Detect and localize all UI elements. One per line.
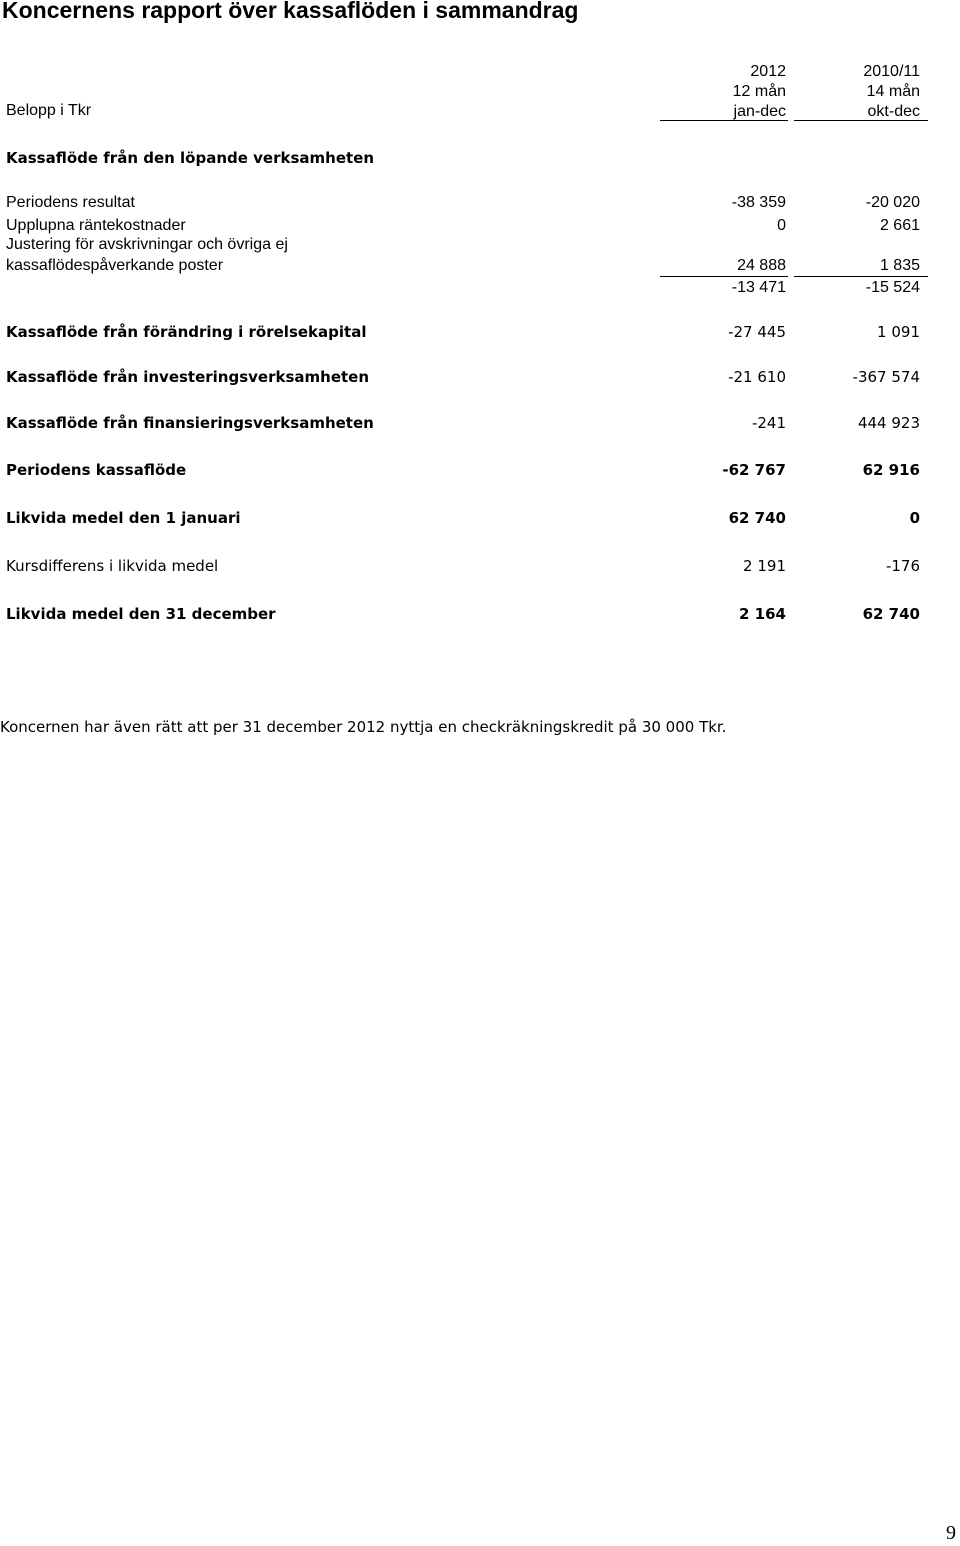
page-number: 9	[946, 1522, 956, 1544]
unit-label: Belopp i Tkr	[6, 102, 92, 119]
value-2010-11: 444 923	[857, 414, 920, 432]
column-period: okt-dec	[867, 103, 920, 120]
value-2010-11: -20 020	[865, 194, 920, 211]
table-row	[0, 322, 960, 342]
section-heading-label: Kassaflöde från den löpande verksamheten	[6, 149, 375, 167]
header-underline	[660, 120, 788, 121]
column-header-2012	[660, 62, 786, 122]
row-label-line: kassaflödespåverkande poster	[6, 257, 224, 274]
credit-note: Koncernen har även rätt att per 31 december 2012 nyttja en checkräkningskredit på 30 000 Tkr.	[0, 718, 727, 736]
column-months: 14 mån	[866, 83, 920, 100]
table-row	[0, 216, 960, 236]
value-2010-11: 1 835	[879, 257, 920, 274]
value-2012: -62 767	[722, 461, 786, 479]
row-label: Likvida medel den 1 januari	[6, 509, 241, 527]
column-period: jan-dec	[733, 103, 786, 120]
row-label: Kursdifferens i likvida medel	[6, 557, 219, 575]
table-row	[0, 460, 960, 480]
table-row	[0, 193, 960, 213]
column-year: 2010/11	[863, 63, 920, 80]
row-label-line: Justering för avskrivningar och övriga ej	[6, 236, 288, 253]
column-months: 12 mån	[732, 83, 786, 100]
value-2012: -21 610	[728, 368, 786, 386]
row-label: Periodens resultat	[6, 194, 135, 211]
value-2010-11: -176	[885, 557, 920, 575]
row-label	[6, 234, 288, 276]
table-row	[0, 604, 960, 624]
table-row	[0, 367, 960, 387]
value-2010-11: 62 740	[862, 605, 920, 623]
subtotal-row	[0, 278, 960, 298]
row-label: Upplupna räntekostnader	[6, 217, 186, 234]
table-row	[0, 508, 960, 528]
subtotal-rule	[660, 276, 788, 277]
page-title: Koncernens rapport över kassaflöden i sammandrag	[2, 0, 579, 23]
row-label: Periodens kassaflöde	[6, 461, 187, 479]
column-header-2010-11	[794, 62, 920, 122]
value-2010-11: 62 916	[862, 461, 920, 479]
value-2010-11: 1 091	[877, 323, 920, 341]
table-row	[0, 556, 960, 576]
value-2012: 0	[777, 217, 786, 234]
row-label: Kassaflöde från investeringsverksamheten	[6, 368, 370, 386]
value-2012: 24 888	[737, 257, 786, 274]
value-2010-11: 2 661	[879, 217, 920, 234]
header-underline	[794, 120, 928, 121]
table-row	[0, 234, 960, 276]
row-label: Likvida medel den 31 december	[6, 605, 276, 623]
value-2010-11: -367 574	[852, 368, 920, 386]
subtotal-rule	[794, 276, 928, 277]
table-row	[0, 413, 960, 433]
row-label: Kassaflöde från finansieringsverksamheten	[6, 414, 374, 432]
value-2012: -13 471	[731, 279, 786, 296]
column-year: 2012	[750, 63, 786, 80]
value-2012: -27 445	[728, 323, 786, 341]
value-2012: 2 164	[739, 605, 786, 623]
value-2010-11: 0	[909, 509, 920, 527]
value-2012: -38 359	[731, 194, 786, 211]
value-2012: 2 191	[743, 557, 786, 575]
value-2012: -241	[751, 414, 786, 432]
row-label: Kassaflöde från förändring i rörelsekapital	[6, 323, 367, 341]
section-heading	[0, 148, 960, 168]
value-2012: 62 740	[728, 509, 786, 527]
value-2010-11: -15 524	[865, 279, 920, 296]
